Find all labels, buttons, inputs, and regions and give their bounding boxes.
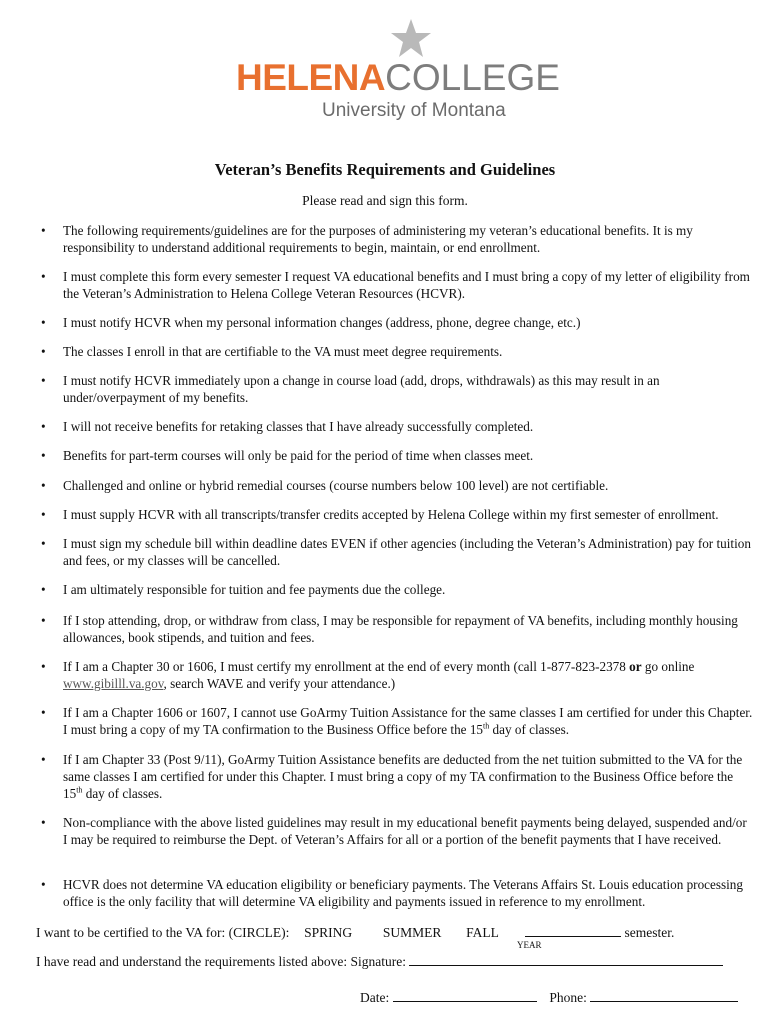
option-summer[interactable]: SUMMER (382, 925, 442, 940)
logo-word-helena: HELENA (236, 57, 386, 98)
logo-wordmark (236, 58, 560, 98)
rule-text-part: go online (641, 659, 695, 674)
date-label: Date: (360, 990, 390, 1005)
bullet: • (41, 448, 46, 463)
bullet: • (41, 478, 46, 493)
certify-row (36, 923, 674, 941)
bullet: • (41, 705, 46, 720)
year-label: YEAR (517, 940, 542, 950)
rule-text: I must complete this form every semester I request VA educational benefits and I must bring a copy of my letter of eligibility from the Veteran’s Administration to Helena College Veteran Resources (HCVR). (63, 269, 750, 301)
rule-text: Non-compliance with the above listed guidelines may result in my educational benefit payments being delayed, suspended and/or I may be required to reimburse the Dept. of Veteran’s Affairs for all or a portion of the benefit payments that I have received. (63, 815, 747, 847)
bullet: • (41, 269, 46, 284)
bullet: • (41, 613, 46, 628)
bullet: • (41, 877, 46, 892)
date-phone-row (360, 988, 738, 1006)
ordinal-suffix: th (483, 721, 490, 731)
signature-label: I have read and understand the requirements listed above: Signature: (36, 954, 406, 969)
phone-label: Phone: (549, 990, 587, 1005)
rule-text: I must sign my schedule bill within deadline dates EVEN if other agencies (including the Veteran’s Administration) pay for tuition and fees, or my classes will be cancelled. (63, 536, 751, 568)
logo-subtitle: University of Montana (322, 100, 506, 121)
signature-row (36, 952, 723, 970)
bullet: • (41, 344, 46, 359)
signature-field[interactable] (409, 952, 723, 966)
rule-text-part: If I am a Chapter 1606 or 1607, I cannot use GoArmy Tuition Assistance for the same classes I am certified for under this Chapter. I must bring a copy of my TA confirmation to the Business Office before the 15 (63, 705, 753, 737)
intro-text: Please read and sign this form. (302, 193, 468, 208)
rule-text: The following requirements/guidelines are for the purposes of administering my veteran’s educational benefits. It is my responsibility to understand additional requirements to begin, maintain, or end enrollment. (63, 223, 693, 255)
rule-text: I am ultimately responsible for tuition and fee payments due the college. (63, 582, 446, 597)
rule-text: The classes I enroll in that are certifiable to the VA must meet degree requirements. (63, 344, 503, 359)
option-spring[interactable]: SPRING (304, 925, 353, 940)
semester-label: semester. (624, 925, 675, 940)
rule-text: I must notify HCVR immediately upon a change in course load (add, drops, withdrawals) as this may result in an under/overpayment of my benefits. (63, 373, 660, 405)
bullet: • (41, 507, 46, 522)
bullet: • (41, 419, 46, 434)
rule-text-emphasis: or (629, 659, 642, 674)
bullet: • (41, 659, 46, 674)
rule-text: Challenged and online or hybrid remedial courses (course numbers below 100 level) are not certifiable. (63, 478, 609, 493)
rule-text: If I stop attending, drop, or withdraw from class, I may be responsible for repayment of VA benefits, including monthly housing allowances, book stipends, and tuition and fees. (63, 613, 738, 645)
rule-text-part: day of classes. (489, 722, 570, 737)
year-field[interactable] (525, 923, 621, 937)
rule-text-part: If I am Chapter 33 (Post 9/11), GoArmy Tuition Assistance benefits are deducted from the net tuition submitted to the VA for the same classes I am certified for under this Chapter. I must bring a copy of my TA confirmation to the Business Office before the 15 (63, 752, 743, 801)
certify-label: I want to be certified to the VA for: (CIRCLE): (36, 925, 290, 940)
rule-text-part: , search WAVE and verify your attendance.) (163, 676, 396, 691)
bullet: • (41, 752, 46, 767)
rule-text: I must notify HCVR when my personal information changes (address, phone, degree change, etc.) (63, 315, 581, 330)
bullet: • (41, 373, 46, 388)
ordinal-suffix: th (76, 785, 83, 795)
rule-text: Benefits for part-term courses will only be paid for the period of time when classes meet. (63, 448, 534, 463)
option-fall[interactable]: FALL (466, 925, 499, 940)
star-icon (390, 18, 432, 58)
phone-field[interactable] (590, 988, 738, 1002)
rule-text-part: day of classes. (82, 786, 163, 801)
bullet: • (41, 223, 46, 238)
gibill-link[interactable]: www.gibilll.va.gov (63, 676, 164, 691)
rule-text-part: If I am a Chapter 30 or 1606, I must certify my enrollment at the end of every month (call 1-877-823-2378 (63, 659, 630, 674)
bullet: • (41, 315, 46, 330)
rule-text (63, 704, 753, 738)
page-title: Veteran’s Benefits Requirements and Guidelines (214, 160, 556, 179)
rule-text: HCVR does not determine VA education eligibility or beneficiary payments. The Veterans Affairs St. Louis education processing office is the only facility that will determine VA eligibility and payments issued in reference to my enrollment. (63, 877, 743, 909)
college-logo (236, 18, 560, 128)
rule-text: I will not receive benefits for retaking classes that I have already successfully completed. (63, 419, 534, 434)
bullet: • (41, 815, 46, 830)
bullet: • (41, 582, 46, 597)
logo-word-college: COLLEGE (385, 57, 560, 98)
rule-text (63, 751, 753, 802)
rule-text (63, 658, 753, 692)
date-field[interactable] (393, 988, 537, 1002)
bullet: • (41, 536, 46, 551)
rule-text: I must supply HCVR with all transcripts/transfer credits accepted by Helena College within my first semester of enrollment. (63, 507, 719, 522)
